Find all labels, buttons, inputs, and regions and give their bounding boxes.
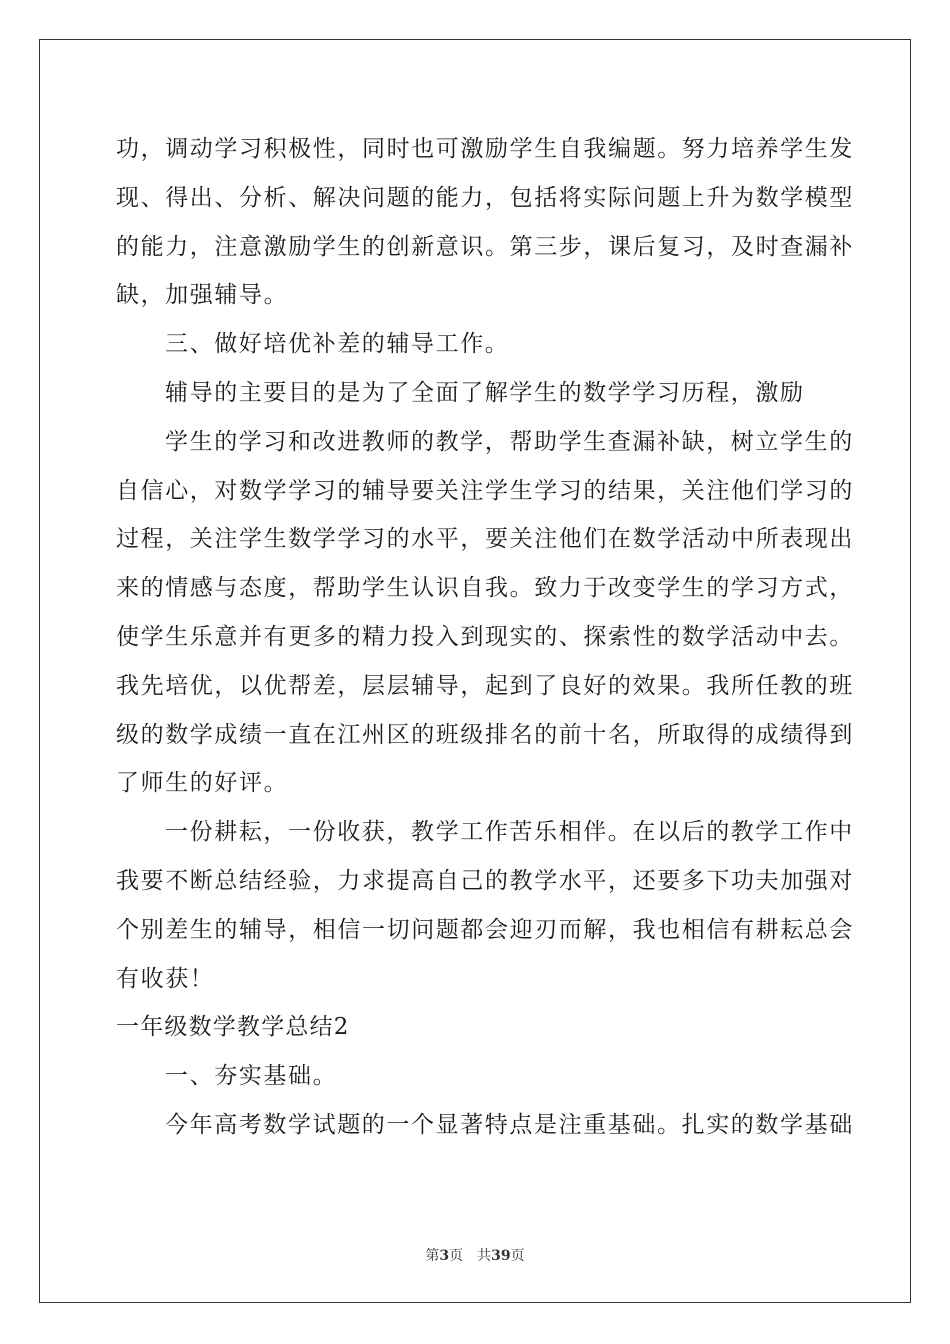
text-line: 自信心，对数学学习的辅导要关注学生学习的结果，关注他们学习的: [116, 477, 854, 504]
total-pages-suffix: 页: [510, 1248, 525, 1264]
text-line: 有收获！: [116, 965, 215, 992]
text-line: 一、夯实基础。: [165, 1063, 338, 1090]
page-number-prefix: 第: [425, 1248, 440, 1264]
total-page-count: 39: [491, 1248, 511, 1264]
text-line: 了师生的好评。: [116, 770, 289, 797]
text-line: 现、得出、分析、解决问题的能力，包括将实际问题上升为数学模型: [116, 184, 854, 211]
current-page-number: 3: [439, 1248, 450, 1264]
page-footer: [0, 1245, 950, 1265]
text-line: 一份耕耘，一份收获，教学工作苦乐相伴。在以后的教学工作中: [165, 819, 854, 846]
page-number-suffix: 页: [449, 1248, 464, 1264]
text-line: 的能力，注意激励学生的创新意识。第三步，课后复习，及时查漏补: [116, 233, 854, 260]
document-body: [116, 125, 854, 1150]
total-pages-prefix: 共: [477, 1248, 492, 1264]
section-heading: 一年级数学教学总结2: [116, 1014, 350, 1041]
text-line: 来的情感与态度，帮助学生认识自我。致力于改变学生的学习方式，: [116, 575, 854, 602]
text-line: 辅导的主要目的是为了全面了解学生的数学学习历程，激励: [165, 379, 805, 406]
text-line: 缺，加强辅导。: [116, 282, 289, 309]
text-line: 今年高考数学试题的一个显著特点是注重基础。扎实的数学基础: [165, 1111, 854, 1138]
text-line: 使学生乐意并有更多的精力投入到现实的、探索性的数学活动中去。: [116, 623, 854, 650]
text-line: 功，调动学习积极性，同时也可激励学生自我编题。努力培养学生发: [116, 136, 854, 162]
text-line: 三、做好培优补差的辅导工作。: [165, 331, 510, 358]
text-line: 我先培优，以优帮差，层层辅导，起到了良好的效果。我所任教的班: [116, 672, 854, 699]
text-line: 过程，关注学生数学学习的水平，要关注他们在数学活动中所表现出: [116, 526, 854, 553]
text-line: 我要不断总结经验，力求提高自己的教学水平，还要多下功夫加强对: [116, 867, 854, 894]
text-line: 个别差生的辅导，相信一切问题都会迎刃而解，我也相信有耕耘总会: [116, 916, 854, 943]
text-line: 级的数学成绩一直在江州区的班级排名的前十名，所取得的成绩得到: [116, 721, 854, 748]
text-line: 学生的学习和改进教师的教学，帮助学生查漏补缺，树立学生的: [165, 428, 854, 455]
